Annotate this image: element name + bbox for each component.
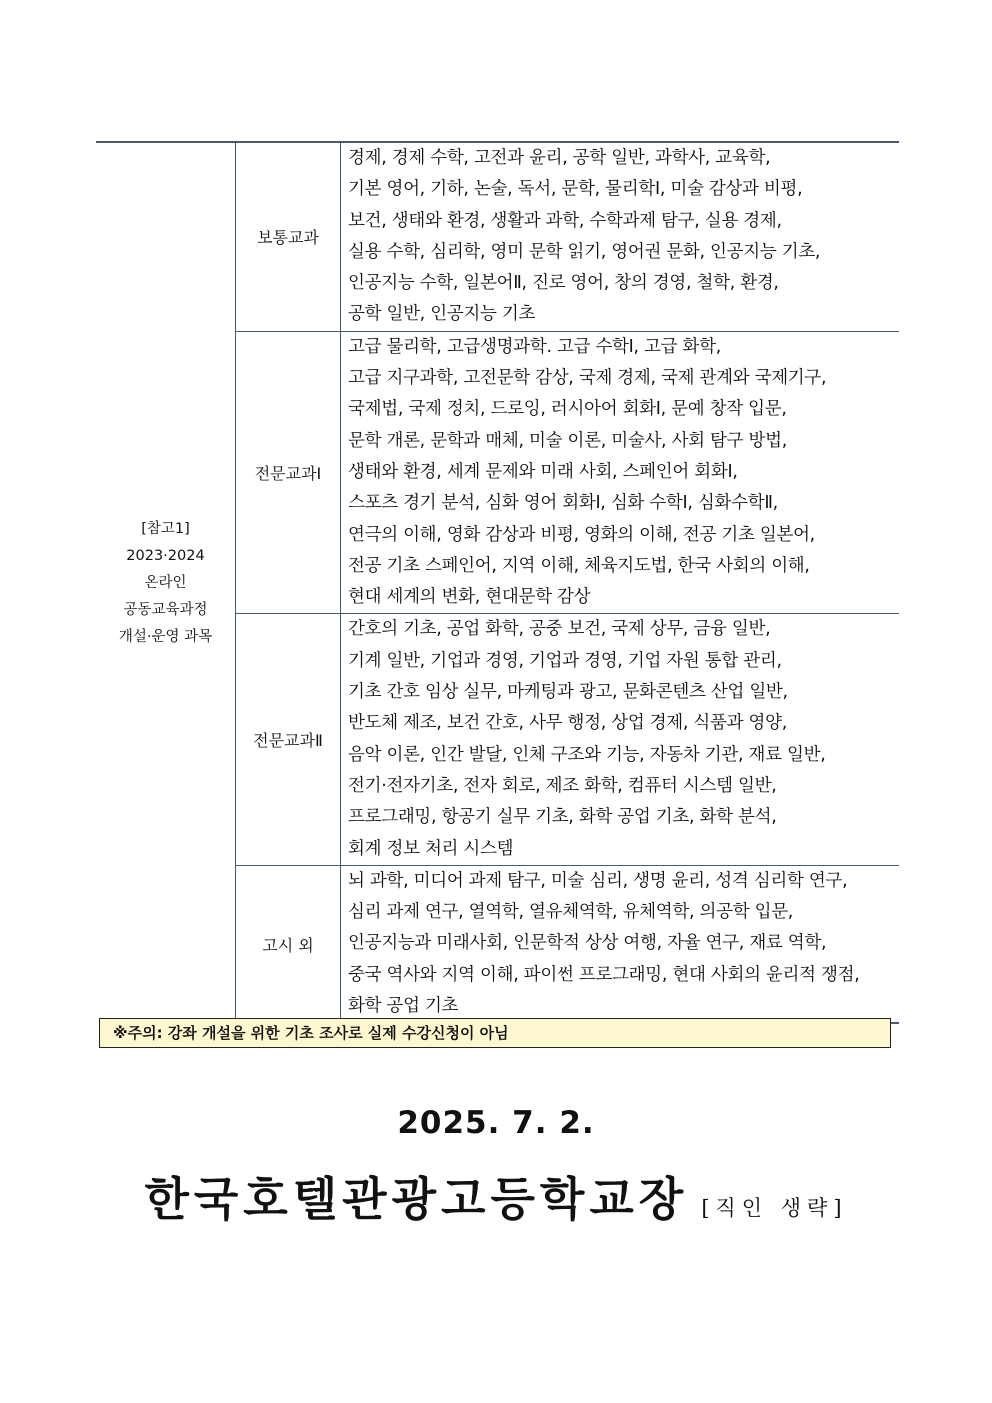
subject-line: 스포츠 경기 분석, 심화 영어 회화Ⅰ, 심화 수학Ⅰ, 심화수학Ⅱ,: [348, 493, 778, 514]
subject-line: 중국 역사와 지역 이해, 파이썬 프로그래밍, 현대 사회의 윤리적 쟁점,: [348, 964, 860, 985]
subject-line: 회계 정보 처리 시스템: [348, 838, 514, 859]
principal-name: 한국호텔관광고등학교장: [144, 1172, 689, 1226]
category-cell: 전문교과Ⅰ: [236, 331, 341, 614]
subject-line: 고급 지구과학, 고전문학 감상, 국제 경제, 국제 관계와 국제기구,: [348, 368, 827, 389]
subject-line: 인공지능 수학, 일본어Ⅱ, 진로 영어, 창의 경영, 철학, 환경,: [348, 273, 779, 294]
course-table: [96, 141, 899, 1024]
subject-line: 간호의 기초, 공업 화학, 공중 보건, 국제 상무, 금융 일반,: [348, 619, 771, 640]
subject-line: 공학 일반, 인공지능 기초: [348, 304, 536, 325]
notice-box: ※주의: 강좌 개설을 위한 기초 조사로 실제 수강신청이 아님: [99, 1018, 891, 1048]
subject-line: 인공지능과 미래사회, 인문학적 상상 여행, 자율 연구, 재료 역학,: [348, 933, 827, 954]
reference-line: 개설·운영 과목: [118, 628, 213, 645]
reference-line: 공동교육과정: [123, 601, 208, 618]
subject-line: 연극의 이해, 영화 감상과 비평, 영화의 이해, 전공 기초 일본어,: [348, 524, 815, 545]
reference-line: 온라인: [144, 574, 187, 591]
signature-block: [0, 1163, 992, 1229]
subject-line: 경제, 경제 수학, 고전과 윤리, 공학 일반, 과학사, 교육학,: [348, 148, 771, 168]
subjects-cell: [341, 331, 900, 614]
subject-line: 심리 과제 연구, 열역학, 열유체역학, 유체역학, 의공학 입문,: [348, 902, 794, 923]
subject-line: 보건, 생태와 환경, 생활과 과학, 수학과제 탐구, 실용 경제,: [348, 210, 782, 231]
subject-line: 반도체 제조, 보건 간호, 사무 행정, 상업 경제, 식품과 영양,: [348, 713, 787, 734]
subject-line: 프로그래밍, 항공기 실무 기초, 화학 공업 기초, 화학 분석,: [348, 807, 777, 828]
category-cell: 보통교과: [236, 142, 341, 331]
subject-line: 음악 이론, 인간 발달, 인체 구조와 기능, 자동차 기관, 재료 일반,: [348, 744, 826, 765]
category-cell: 고시 외: [236, 865, 341, 1023]
subject-line: 기본 영어, 기하, 논술, 독서, 문학, 물리학Ⅰ, 미술 감상과 비평,: [348, 179, 803, 200]
subject-line: 기계 일반, 기업과 경영, 기업과 경영, 기업 자원 통합 관리,: [348, 650, 782, 671]
subject-line: 전기·전자기초, 전자 회로, 제조 화학, 컴퓨터 시스템 일반,: [348, 775, 777, 796]
reference-cell: [96, 142, 236, 1023]
reference-line: [참고1]: [141, 520, 190, 537]
subject-line: 문학 개론, 문학과 매체, 미술 이론, 미술사, 사회 탐구 방법,: [348, 430, 787, 451]
table-row: [96, 142, 899, 331]
category-cell: 전문교과Ⅱ: [236, 614, 341, 865]
subject-line: 생태와 환경, 세계 문제와 미래 사회, 스페인어 회화Ⅰ,: [348, 461, 738, 482]
subject-line: 뇌 과학, 미디어 과제 탐구, 미술 심리, 생명 윤리, 성격 심리학 연구,: [348, 870, 848, 891]
subjects-cell: [341, 614, 900, 865]
subject-line: 실용 수학, 심리학, 영미 문학 읽기, 영어권 문화, 인공지능 기초,: [348, 241, 821, 262]
subject-line: 현대 세계의 변화, 현대문학 감상: [348, 587, 591, 608]
subject-line: 화학 공업 기초: [348, 996, 459, 1017]
issue-date: 2025. 7. 2.: [397, 1105, 595, 1141]
subject-line: 국제법, 국제 정치, 드로잉, 러시아어 회화Ⅰ, 문예 창작 입문,: [348, 399, 787, 420]
subject-line: 고급 물리학, 고급생명과학. 고급 수학Ⅰ, 고급 화학,: [348, 336, 721, 357]
seal-omitted-note: [직인 생략]: [701, 1196, 848, 1220]
subjects-cell: [341, 865, 900, 1023]
subject-line: 기초 간호 임상 실무, 마케팅과 광고, 문화콘텐츠 산업 일반,: [348, 682, 788, 703]
subject-line: 전공 기초 스페인어, 지역 이해, 체육지도법, 한국 사회의 이해,: [348, 555, 810, 576]
subjects-cell: [341, 142, 900, 331]
reference-line: 2023·2024: [126, 547, 205, 564]
